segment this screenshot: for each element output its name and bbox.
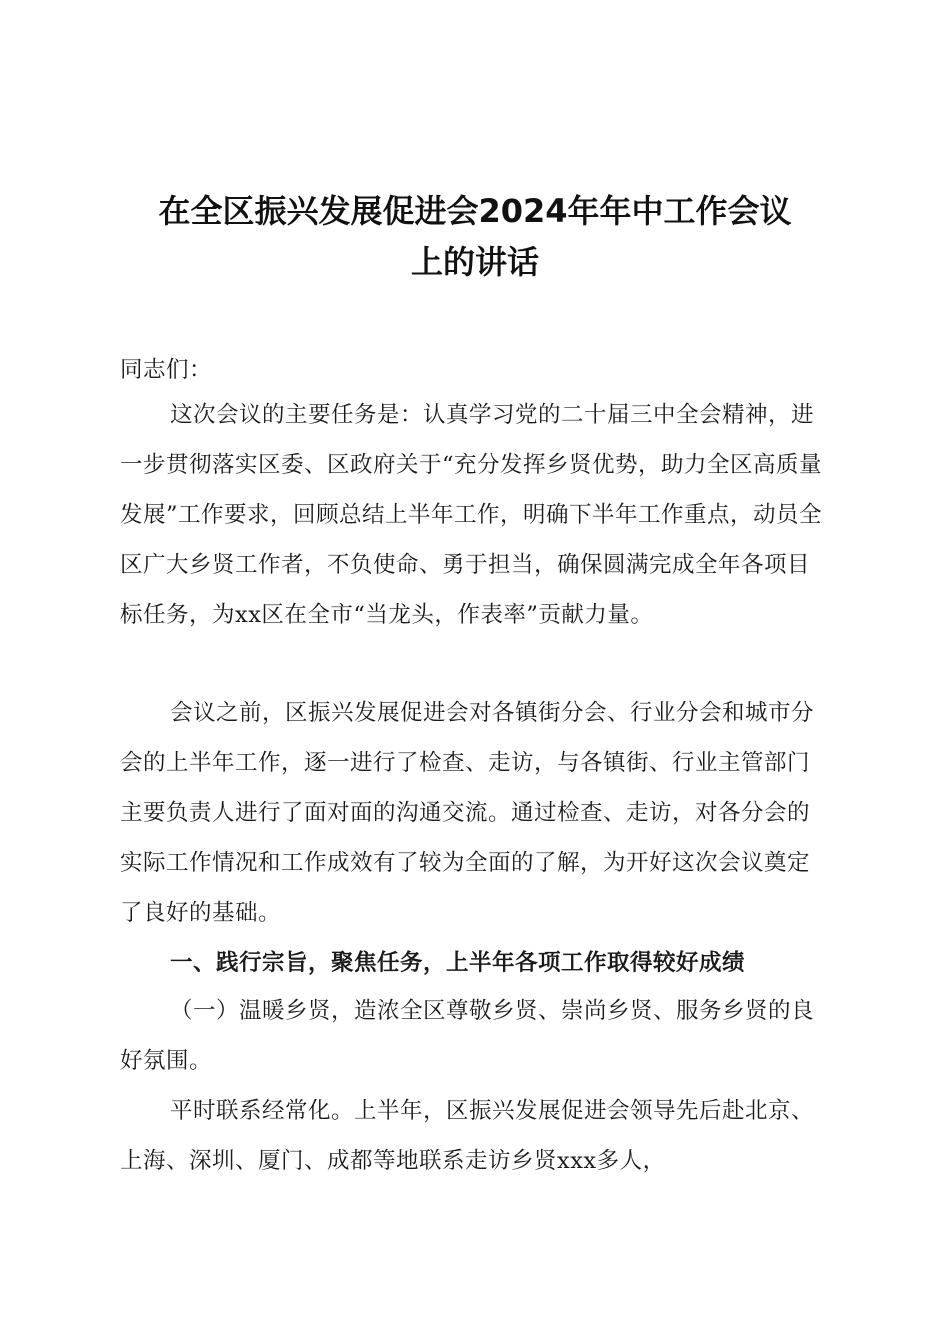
paragraph-3: 平时联系经常化。上半年，区振兴发展促进会领导先后赴北京、上海、深圳、厦门、成都等地联系走访乡贤xxx多人， [120, 1098, 815, 1174]
section-heading-1: 一、践行宗旨，聚焦任务，上半年各项工作取得较好成绩 [170, 950, 746, 976]
paragraph-2: 会议之前，区振兴发展促进会对各镇街分会、行业分会和城市分会的上半年工作，逐一进行了检查、走访，与各镇街、行业主管部门主要负责人进行了面对面的沟通交流。通过检查、走访，对各分会的实际工作情况和工作成效有了较为全面的了解，为开好这次会议奠定了良好的基础。 [120, 700, 815, 926]
title-line-1: 在全区振兴发展促进会2024年年中工作会议 [158, 192, 792, 230]
title-line-2: 上的讲话 [410, 243, 539, 281]
paragraph-1: 这次会议的主要任务是：认真学习党的二十届三中全会精神，进一步贯彻落实区委、区政府关于“充分发挥乡贤优势，助力全区高质量发展”工作要求，回顾总结上半年工作，明确下半年工作重点，动员全区广大乡贤工作者，不负使命、勇于担当，确保圆满完成全年各项目标任务，为xx区在全市“当龙头，作表率”贡献力量。 [120, 402, 823, 628]
subsection-heading-1: （一）温暖乡贤，造浓全区尊敬乡贤、崇尚乡贤、服务乡贤的良好氛围。 [120, 998, 815, 1074]
salutation: 同志们： [120, 357, 213, 383]
document-title [100, 186, 850, 288]
